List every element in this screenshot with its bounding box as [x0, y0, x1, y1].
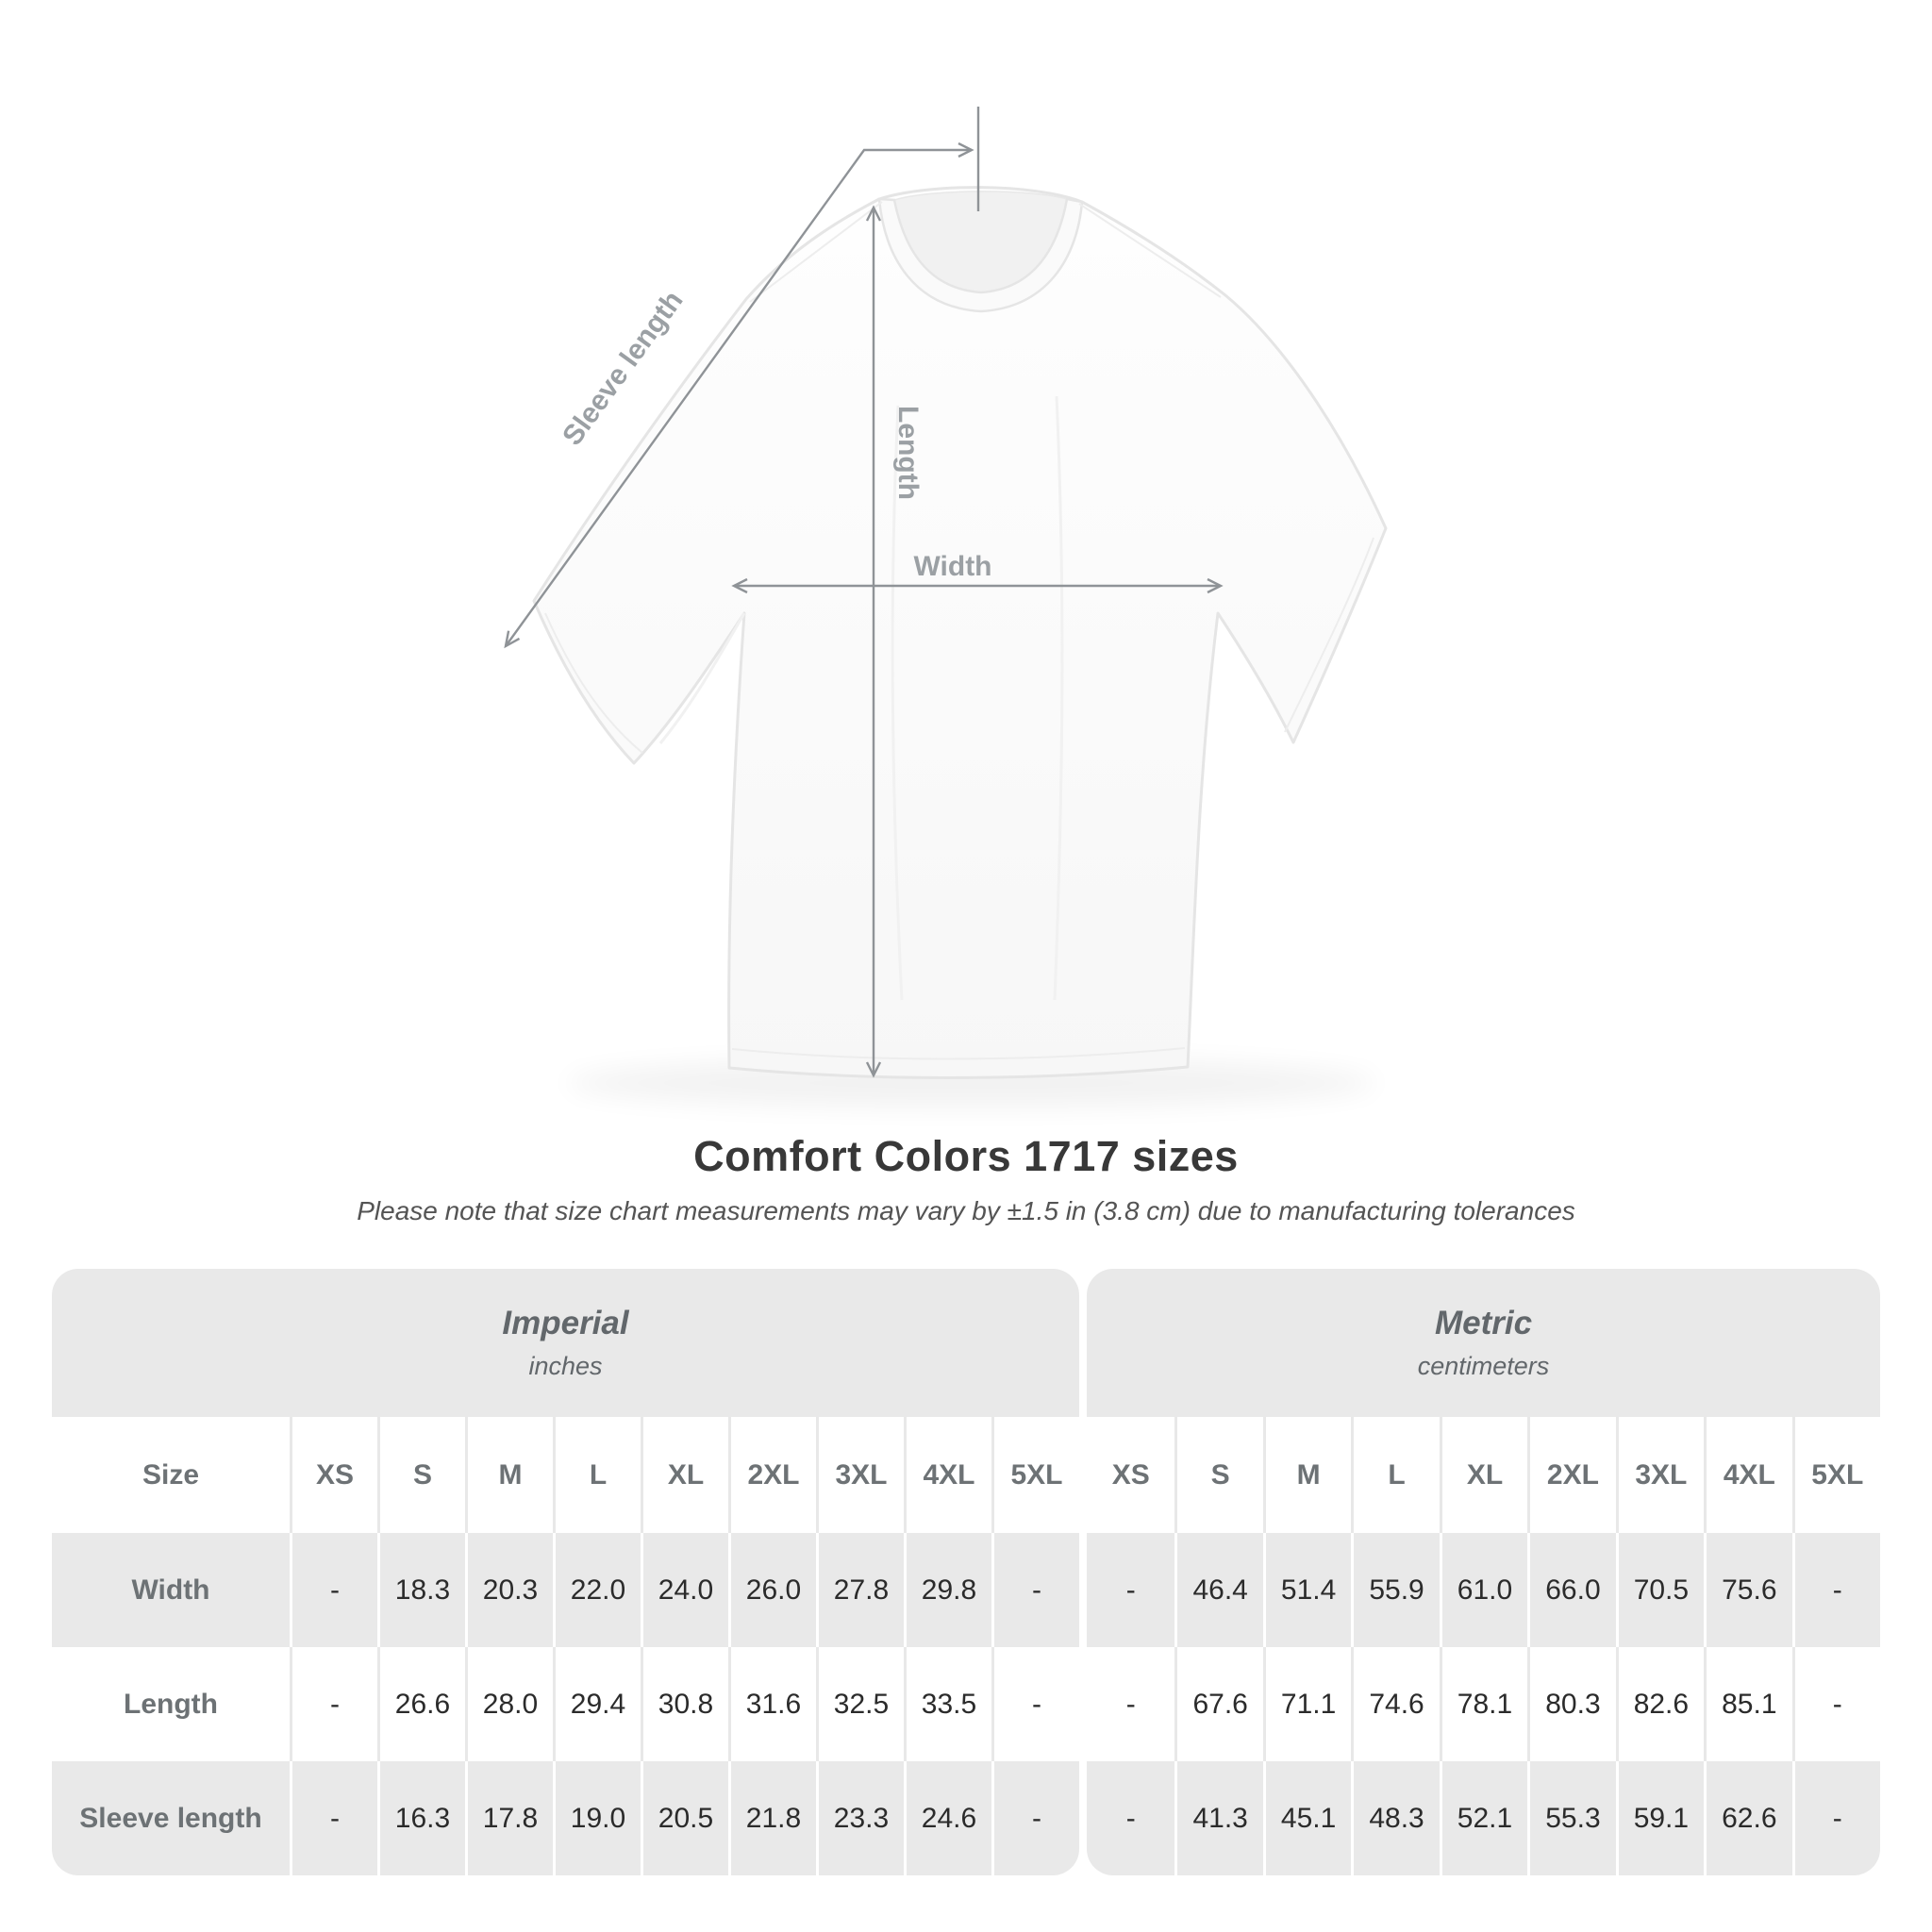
- column-header-metric-2xl: 2XL: [1527, 1417, 1615, 1533]
- value-cell-metric-length-3xl: 82.6: [1616, 1647, 1704, 1761]
- width-label: Width: [913, 551, 992, 582]
- value-cell-metric-sleeve-length-xl: 52.1: [1440, 1761, 1527, 1875]
- page-title: Comfort Colors 1717 sizes: [693, 1132, 1239, 1180]
- value-cell-imperial-length-xs: -: [290, 1647, 377, 1761]
- metric-group-header: [1087, 1269, 1880, 1417]
- value-cell-metric-sleeve-length-5xl: -: [1792, 1761, 1880, 1875]
- page-subtitle: Please note that size chart measurements may vary by ±1.5 in (3.8 cm) due to manufacturing tolerances: [357, 1196, 1575, 1225]
- column-header-metric-s: S: [1174, 1417, 1262, 1533]
- column-header-metric-5xl: 5XL: [1792, 1417, 1880, 1533]
- imperial-block: [52, 1269, 1079, 1875]
- column-header-metric-4xl: 4XL: [1704, 1417, 1791, 1533]
- value-cell-imperial-length-3xl: 32.5: [816, 1647, 904, 1761]
- value-cell-metric-width-3xl: 70.5: [1616, 1533, 1704, 1647]
- value-cell-imperial-sleeve-length-m: 17.8: [465, 1761, 553, 1875]
- value-cell-imperial-width-m: 20.3: [465, 1533, 553, 1647]
- value-cell-metric-width-xl: 61.0: [1440, 1533, 1527, 1647]
- value-cell-metric-length-s: 67.6: [1174, 1647, 1262, 1761]
- value-cell-metric-width-xs: -: [1125, 1574, 1136, 1606]
- value-cell-imperial-length-4xl: 33.5: [904, 1647, 991, 1761]
- size-table: [52, 1269, 1880, 1875]
- value-cell-imperial-length-2xl: 31.6: [728, 1647, 816, 1761]
- metric-block: [1087, 1269, 1880, 1875]
- column-header-imperial-m: M: [465, 1417, 553, 1533]
- value-cell-metric-length-5xl: -: [1792, 1647, 1880, 1761]
- value-cell-imperial-length-m: 28.0: [465, 1647, 553, 1761]
- value-cell-imperial-width-l: 22.0: [553, 1533, 641, 1647]
- value-cell-metric-sleeve-length-2xl: 55.3: [1527, 1761, 1615, 1875]
- column-header-imperial-s: S: [377, 1417, 465, 1533]
- sleeve-length-label: Sleeve length: [557, 285, 690, 452]
- column-header-metric-m: M: [1263, 1417, 1351, 1533]
- imperial-row-width: [52, 1533, 1079, 1647]
- value-cell-imperial-width-3xl: 27.8: [816, 1533, 904, 1647]
- value-cell-metric-sleeve-length-l: 48.3: [1351, 1761, 1439, 1875]
- column-header-imperial-xs: XS: [290, 1417, 377, 1533]
- imperial-row-length: [52, 1647, 1079, 1761]
- column-header-imperial-3xl: 3XL: [816, 1417, 904, 1533]
- value-cell-metric-width-m: 51.4: [1263, 1533, 1351, 1647]
- metric-row-sleeve-length: [1087, 1761, 1880, 1875]
- column-header-metric-3xl: 3XL: [1616, 1417, 1704, 1533]
- value-cell-imperial-length-xl: 30.8: [641, 1647, 728, 1761]
- value-cell-metric-length-xs: -: [1125, 1688, 1136, 1720]
- value-cell-metric-width-4xl: 75.6: [1704, 1533, 1791, 1647]
- column-header-imperial-4xl: 4XL: [904, 1417, 991, 1533]
- imperial-group-header: [52, 1269, 1079, 1417]
- value-cell-metric-length-xl: 78.1: [1440, 1647, 1527, 1761]
- row-label-cell: Width: [131, 1574, 210, 1606]
- value-cell-imperial-width-4xl: 29.8: [904, 1533, 991, 1647]
- metric-group-name: Metric: [1434, 1305, 1533, 1341]
- column-header-imperial-l: L: [553, 1417, 641, 1533]
- metric-row-length: [1087, 1647, 1880, 1761]
- metric-size-header-row: [1087, 1417, 1880, 1533]
- value-cell-imperial-sleeve-length-4xl: 24.6: [904, 1761, 991, 1875]
- value-cell-metric-width-s: 46.4: [1174, 1533, 1262, 1647]
- value-cell-metric-width-2xl: 66.0: [1527, 1533, 1615, 1647]
- value-cell-metric-length-2xl: 80.3: [1527, 1647, 1615, 1761]
- value-cell-imperial-sleeve-length-xs: -: [290, 1761, 377, 1875]
- value-cell-imperial-sleeve-length-2xl: 21.8: [728, 1761, 816, 1875]
- value-cell-imperial-width-5xl: -: [991, 1533, 1079, 1647]
- value-cell-imperial-length-5xl: -: [991, 1647, 1079, 1761]
- value-cell-metric-length-l: 74.6: [1351, 1647, 1439, 1761]
- row-label-cell: Length: [124, 1688, 218, 1720]
- column-header-imperial-2xl: 2XL: [728, 1417, 816, 1533]
- value-cell-imperial-width-2xl: 26.0: [728, 1533, 816, 1647]
- metric-group-unit: centimeters: [1417, 1352, 1550, 1380]
- value-cell-imperial-sleeve-length-xl: 20.5: [641, 1761, 728, 1875]
- value-cell-imperial-sleeve-length-5xl: -: [991, 1761, 1079, 1875]
- value-cell-metric-length-m: 71.1: [1263, 1647, 1351, 1761]
- value-cell-imperial-length-s: 26.6: [377, 1647, 465, 1761]
- metric-row-width: [1087, 1533, 1880, 1647]
- value-cell-metric-sleeve-length-m: 45.1: [1263, 1761, 1351, 1875]
- value-cell-imperial-width-xs: -: [290, 1533, 377, 1647]
- value-cell-metric-sleeve-length-4xl: 62.6: [1704, 1761, 1791, 1875]
- value-cell-metric-sleeve-length-xs: -: [1125, 1802, 1136, 1834]
- length-label: Length: [892, 406, 924, 500]
- value-cell-imperial-width-s: 18.3: [377, 1533, 465, 1647]
- value-cell-imperial-sleeve-length-3xl: 23.3: [816, 1761, 904, 1875]
- value-cell-metric-width-l: 55.9: [1351, 1533, 1439, 1647]
- column-header-imperial-5xl: 5XL: [991, 1417, 1079, 1533]
- column-header-metric-l: L: [1351, 1417, 1439, 1533]
- value-cell-metric-width-5xl: -: [1792, 1533, 1880, 1647]
- row-label-cell: Sleeve length: [79, 1802, 262, 1834]
- imperial-row-sleeve-length: [52, 1761, 1079, 1875]
- value-cell-imperial-width-xl: 24.0: [641, 1533, 728, 1647]
- column-header-metric-xl: XL: [1440, 1417, 1527, 1533]
- imperial-size-header-row: [52, 1417, 1079, 1533]
- value-cell-metric-sleeve-length-3xl: 59.1: [1616, 1761, 1704, 1875]
- value-cell-metric-length-4xl: 85.1: [1704, 1647, 1791, 1761]
- value-cell-imperial-length-l: 29.4: [553, 1647, 641, 1761]
- value-cell-imperial-sleeve-length-l: 19.0: [553, 1761, 641, 1875]
- imperial-group-name: Imperial: [502, 1305, 629, 1341]
- size-header-cell: Size: [142, 1458, 200, 1491]
- value-cell-metric-sleeve-length-s: 41.3: [1174, 1761, 1262, 1875]
- imperial-group-unit: inches: [528, 1352, 603, 1380]
- value-cell-imperial-sleeve-length-s: 16.3: [377, 1761, 465, 1875]
- column-header-imperial-xl: XL: [641, 1417, 728, 1533]
- column-header-metric-xs: XS: [1111, 1458, 1150, 1491]
